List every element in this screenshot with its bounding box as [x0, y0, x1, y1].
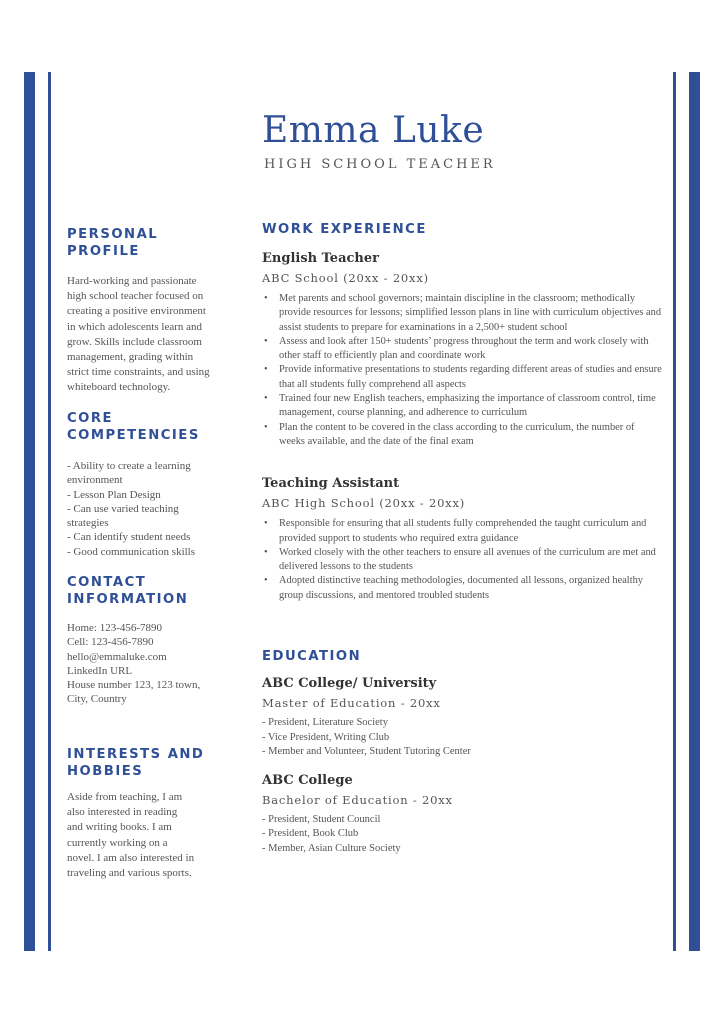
profile-line: strict time constraints, and using: [67, 366, 210, 379]
contact-email[interactable]: hello@emmaluke.com: [67, 650, 167, 663]
left-border-thick: [24, 72, 35, 951]
competency-line: - Ability to create a learning: [67, 460, 191, 472]
profile-line: grow. Skills include classroom: [67, 335, 202, 348]
job-bullet: • Trained four new English teachers, emphasizing the importance of classroom control, time management, course planning, and adherence to curriculum: [262, 392, 662, 421]
interests-heading-line1: INTERESTS AND: [67, 747, 205, 762]
contact-heading-line2: INFORMATION: [67, 592, 189, 607]
competency-line: environment: [67, 474, 123, 487]
job-bullet: • Plan the content to be covered in the class according to the curriculum, the number of weeks available, and the date of the final exam: [262, 421, 662, 450]
contact-home-phone: Home: 123-456-7890: [67, 622, 163, 634]
profile-line: creating a positive environment: [67, 305, 206, 318]
interests-line: currently working on a: [67, 836, 168, 849]
profile-line: high school teacher focused on: [67, 290, 204, 303]
left-border-thin: [48, 72, 51, 951]
right-border-thin: [673, 72, 676, 951]
interests-heading-line2: HOBBIES: [67, 764, 144, 779]
education-entry: [262, 773, 662, 857]
education-activity: - Vice President, Writing Club: [262, 731, 390, 743]
competency-line: - Good communication skills: [67, 545, 196, 558]
personal-profile-section: [67, 226, 237, 396]
interests-line: and writing books. I am: [67, 821, 172, 834]
education-activity: - President, Book Club: [262, 828, 359, 839]
job-bullet: • Assess and look after 150+ students’ progress throughout the term and work closely with other staff to efficiently plan and coordinate work: [262, 335, 662, 364]
resume-job-title: HIGH SCHOOL TEACHER: [264, 157, 496, 172]
degree: Master of Education - 20xx: [262, 696, 441, 710]
right-border-thick: [689, 72, 700, 951]
profile-line: whiteboard technology.: [67, 381, 171, 394]
profile-line: management, grading within: [67, 351, 194, 364]
job-title: Teaching Assistant: [262, 476, 400, 492]
interests-section: [67, 746, 237, 881]
resume-name: Emma Luke: [262, 110, 485, 151]
education-activity: - Member and Volunteer, Student Tutoring Center: [262, 746, 471, 757]
job-organization: ABC High School (20xx - 20xx): [262, 496, 466, 511]
profile-line: in which adolescents learn and: [67, 320, 203, 333]
competency-line: - Can use varied teaching: [67, 502, 179, 515]
education-entry: [262, 676, 662, 760]
job-entry: [262, 476, 662, 603]
interests-line: Aside from teaching, I am: [67, 791, 183, 803]
contact-address-line2: City, Country: [67, 693, 127, 706]
work-experience-heading: WORK EXPERIENCE: [262, 222, 427, 237]
core-competencies-section: [67, 410, 237, 559]
interests-line: also interested in reading: [67, 806, 178, 819]
work-experience-section: [262, 221, 662, 603]
contact-linkedin[interactable]: LinkedIn URL: [67, 664, 133, 677]
education-activity: - Member, Asian Culture Society: [262, 842, 401, 854]
school-name: ABC College/ University: [262, 676, 437, 691]
job-organization: ABC School (20xx - 20xx): [262, 271, 429, 285]
contact-address-line1: House number 123, 123 town,: [67, 679, 201, 692]
profile-line: Hard-working and passionate: [67, 275, 197, 287]
competency-line: - Lesson Plan Design: [67, 488, 161, 501]
contact-section: [67, 574, 237, 707]
education-section: [262, 648, 662, 856]
personal-profile-heading: PERSONAL PROFILE: [67, 227, 159, 259]
core-competencies-heading: CORE COMPETENCIES: [67, 411, 200, 443]
degree: Bachelor of Education - 20xx: [262, 792, 453, 807]
job-bullet: • Met parents and school governors; maintain discipline in the classroom; methodically provide resources for lessons; simplified lesson plans in line with curriculum objectives and assist students to prepare for examinations in a 2,500+ student school: [262, 292, 662, 335]
job-title: English Teacher: [262, 251, 379, 266]
job-bullet: • Responsible for ensuring that all students fully comprehended the taught curriculum and provided support to students who required extra guidance: [262, 517, 662, 546]
school-name: ABC College: [262, 772, 353, 788]
competency-line: strategies: [67, 517, 109, 530]
contact-cell-phone: Cell: 123-456-7890: [67, 636, 154, 649]
education-heading: EDUCATION: [262, 649, 362, 664]
education-activity: - President, Literature Society: [262, 717, 388, 728]
education-activity: - President, Student Council: [262, 813, 381, 825]
competency-line: - Can identify student needs: [67, 531, 191, 544]
interests-line: traveling and various sports.: [67, 867, 192, 880]
job-bullet: • Worked closely with the other teachers to ensure all avenues of the curriculum are met and delivered lessons to the students: [262, 546, 662, 575]
job-entry: [262, 251, 662, 449]
contact-heading-line1: CONTACT: [67, 575, 147, 590]
job-bullet: • Adopted distinctive teaching methodologies, documented all lessons, organized healthy group discussions, and mentored troubled students: [262, 574, 662, 603]
interests-line: novel. I am also interested in: [67, 851, 195, 864]
job-bullet: • Provide informative presentations to students regarding different areas of studies and ensure that all students fully comprehend all aspects: [262, 363, 662, 392]
